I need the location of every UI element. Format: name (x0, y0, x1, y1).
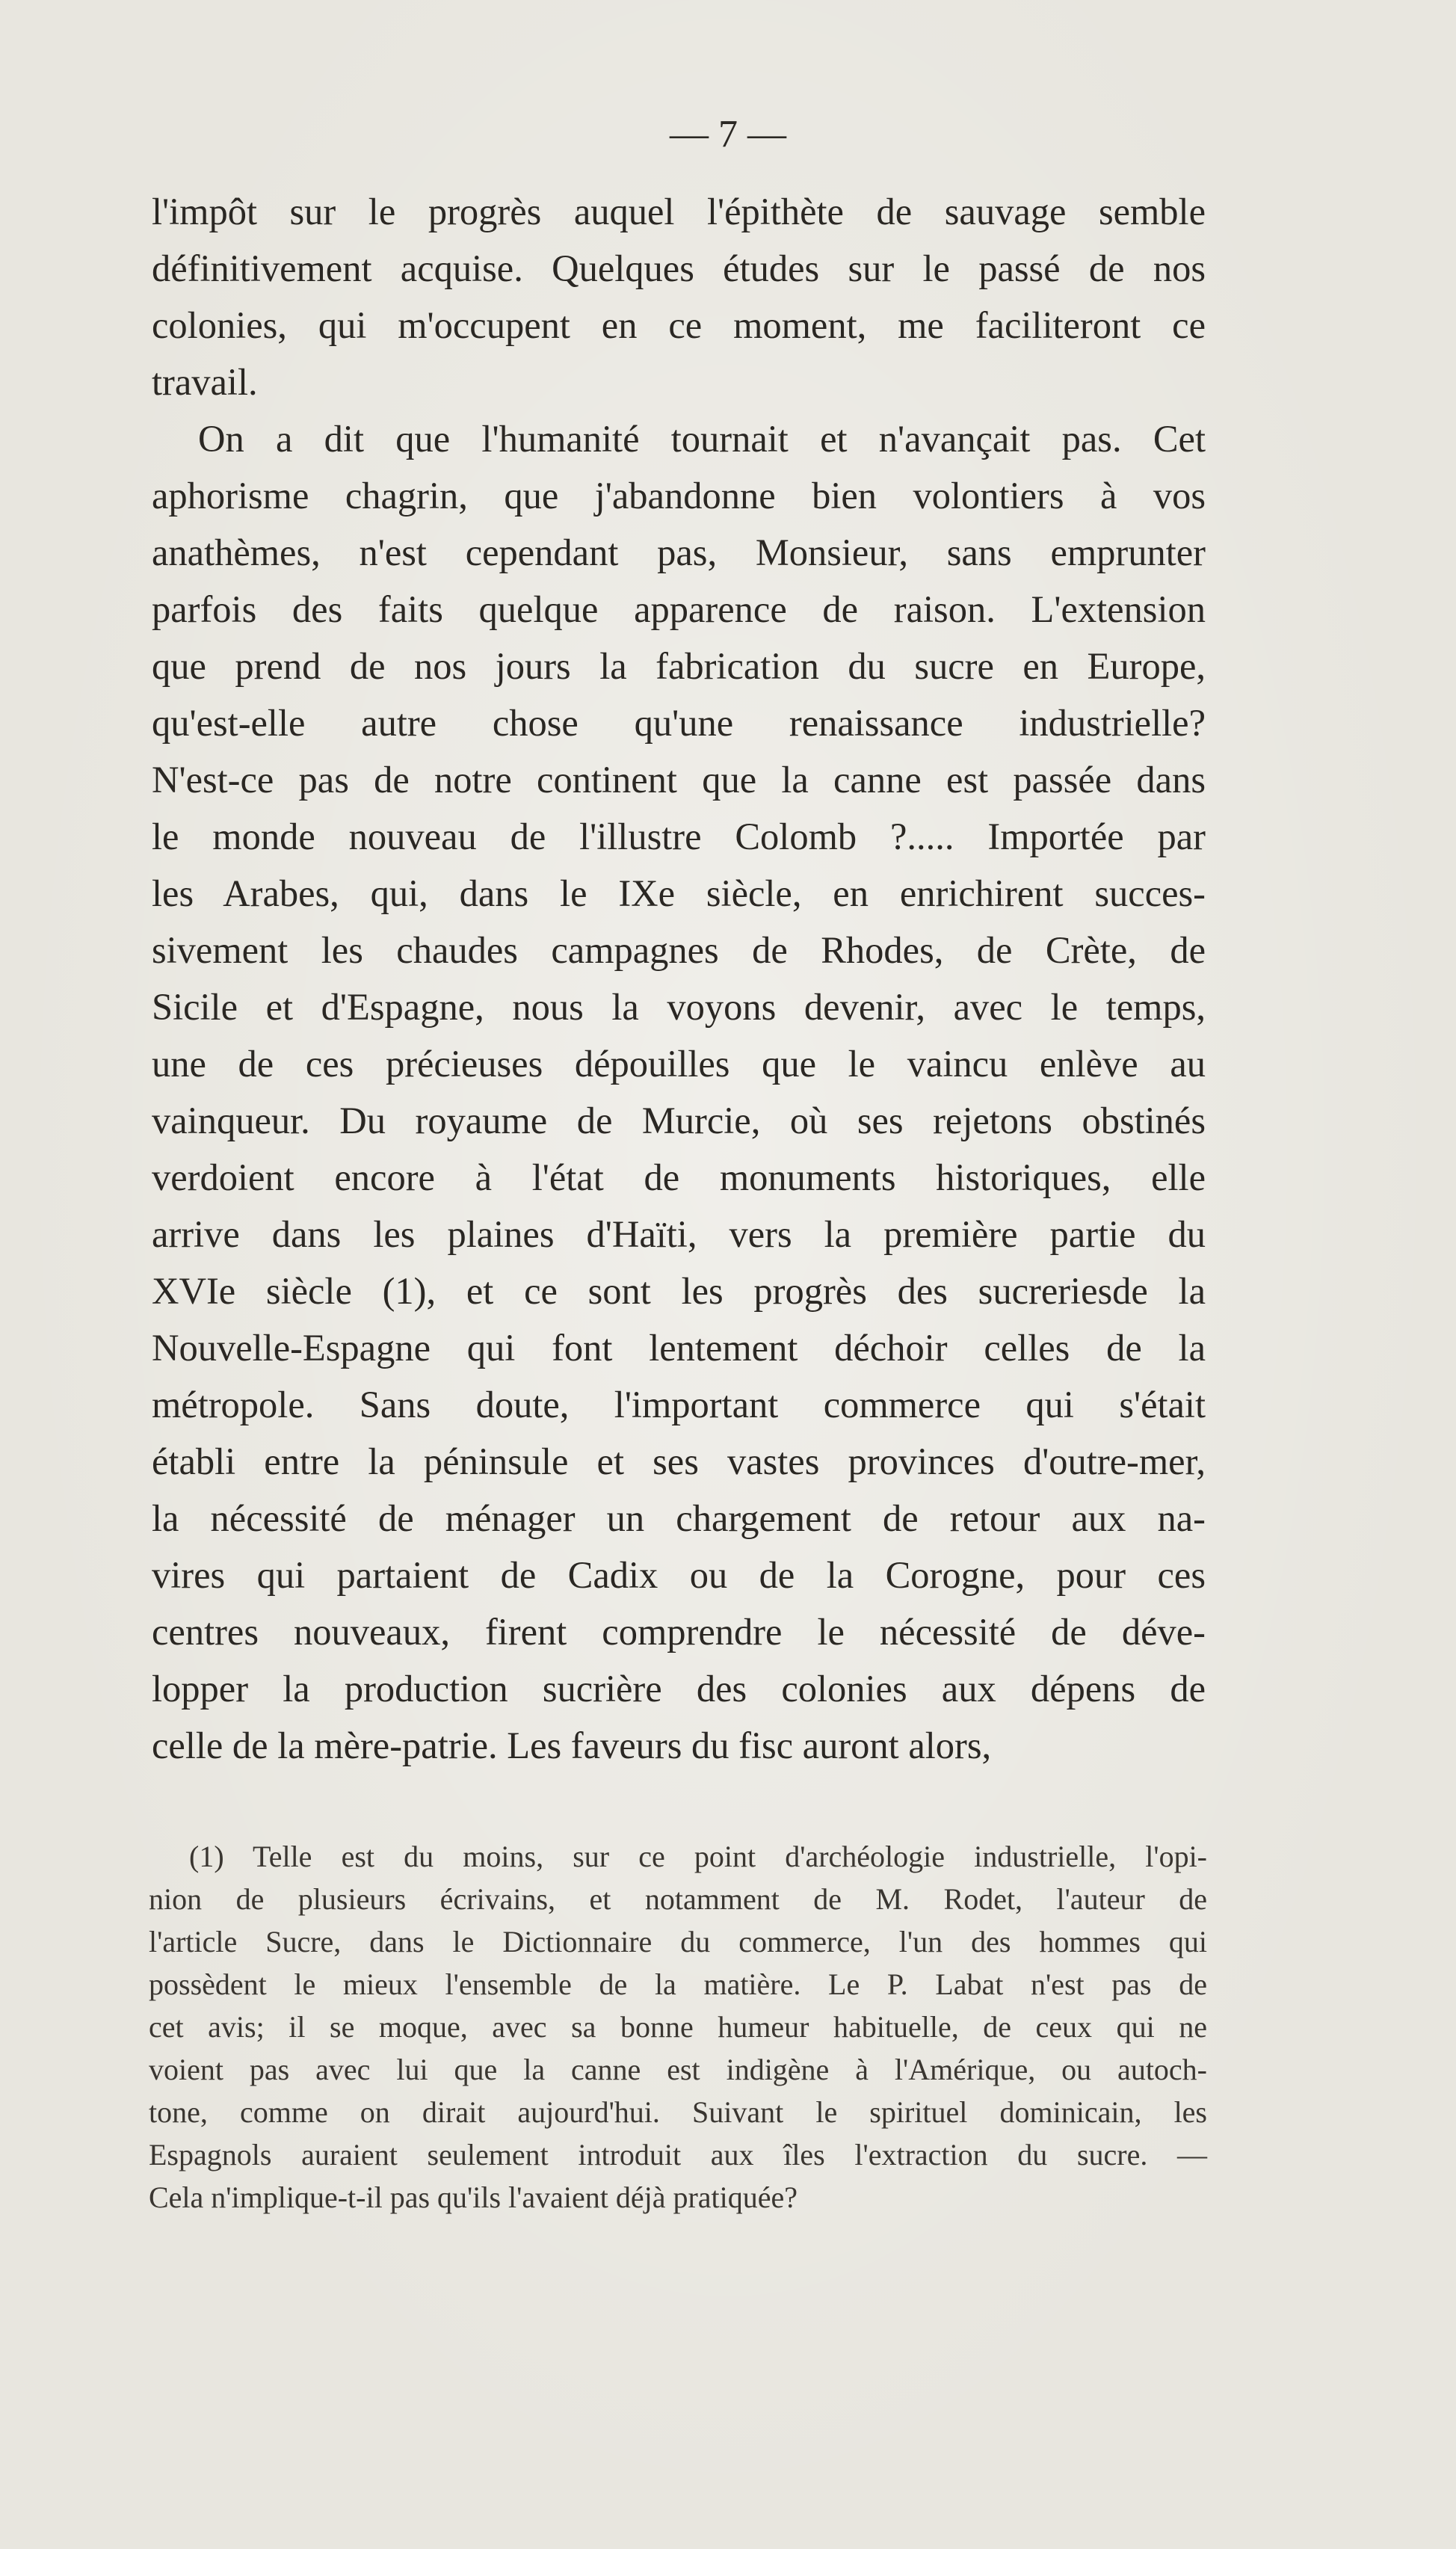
footnote-line: nion de plusieurs écrivains, et notamment de M. Rodet, l'auteur de (149, 1882, 1207, 1916)
text-line: sivement les chaudes campagnes de Rhodes, de Crète, de (152, 929, 1206, 971)
text-line: verdoient encore à l'état de monuments historiques, elle (152, 1156, 1206, 1198)
text-line: vires qui partaient de Cadix ou de la Corogne, pour ces (152, 1554, 1206, 1596)
footnote-line: possèdent le mieux l'ensemble de la matière. Le P. Labat n'est pas de (149, 1967, 1207, 2001)
footnote-line: cet avis; il se moque, avec sa bonne humeur habituelle, de ceux qui ne (149, 2010, 1207, 2044)
text-line: Nouvelle-Espagne qui font lentement déchoir celles de la (152, 1327, 1206, 1369)
text-line: anathèmes, n'est cependant pas, Monsieur, sans emprunter (152, 531, 1206, 573)
text-line: établi entre la péninsule et ses vastes provinces d'outre-mer, (152, 1440, 1206, 1482)
text-line: définitivement acquise. Quelques études sur le passé de nos (152, 247, 1206, 289)
footnote-line: Cela n'implique-t-il pas qu'ils l'avaient déjà pratiquée? (149, 2180, 798, 2214)
text-line: les Arabes, qui, dans le IXe siècle, en enrichirent succes- (152, 872, 1206, 914)
text-line: centres nouveaux, firent comprendre le nécessité de déve- (152, 1611, 1206, 1653)
text-line: XVIe siècle (1), et ce sont les progrès des sucreriesde la (152, 1270, 1206, 1312)
text-line: lopper la production sucrière des colonies aux dépens de (152, 1668, 1206, 1710)
footnote (149, 1835, 1207, 2219)
main-text (152, 183, 1206, 1774)
text-line: l'impôt sur le progrès auquel l'épithète de sauvage semble (152, 191, 1206, 232)
text-line: celle de la mère-patrie. Les faveurs du fisc auront alors, (152, 1724, 992, 1766)
footnote-line: voient pas avec lui que la canne est indigène à l'Amérique, ou autoch- (149, 2053, 1207, 2086)
text-line: travail. (152, 361, 258, 403)
footnote-line: Espagnols auraient seulement introduit aux îles l'extraction du sucre. — (149, 2138, 1207, 2172)
text-line: colonies, qui m'occupent en ce moment, me faciliteront ce (152, 304, 1206, 346)
text-line: qu'est-elle autre chose qu'une renaissance industrielle? (152, 702, 1206, 744)
footnote-line: l'article Sucre, dans le Dictionnaire du commerce, l'un des hommes qui (149, 1925, 1207, 1958)
text-line: aphorisme chagrin, que j'abandonne bien volontiers à vos (152, 475, 1206, 517)
text-line: une de ces précieuses dépouilles que le vaincu enlève au (152, 1043, 1206, 1085)
text-line: On a dit que l'humanité tournait et n'avançait pas. Cet (198, 418, 1206, 460)
text-line: parfois des faits quelque apparence de raison. L'extension (152, 588, 1206, 630)
text-line: le monde nouveau de l'illustre Colomb ?..... Importée par (152, 816, 1206, 857)
text-line: Sicile et d'Espagne, nous la voyons devenir, avec le temps, (152, 986, 1206, 1028)
text-line: arrive dans les plaines d'Haïti, vers la première partie du (152, 1213, 1206, 1255)
text-line: N'est-ce pas de notre continent que la canne est passée dans (152, 759, 1206, 801)
text-line: vainqueur. Du royaume de Murcie, où ses rejetons obstinés (152, 1100, 1206, 1141)
footnote-line: tone, comme on dirait aujourd'hui. Suivant le spirituel dominicain, les (149, 2095, 1207, 2129)
text-line: que prend de nos jours la fabrication du sucre en Europe, (152, 645, 1206, 687)
page-number: — 7 — (670, 113, 786, 155)
text-line: métropole. Sans doute, l'important commerce qui s'était (152, 1384, 1206, 1425)
text-line: la nécessité de ménager un chargement de retour aux na- (152, 1497, 1206, 1539)
footnote-line: (1) Telle est du moins, sur ce point d'archéologie industrielle, l'opi- (189, 1840, 1207, 1873)
